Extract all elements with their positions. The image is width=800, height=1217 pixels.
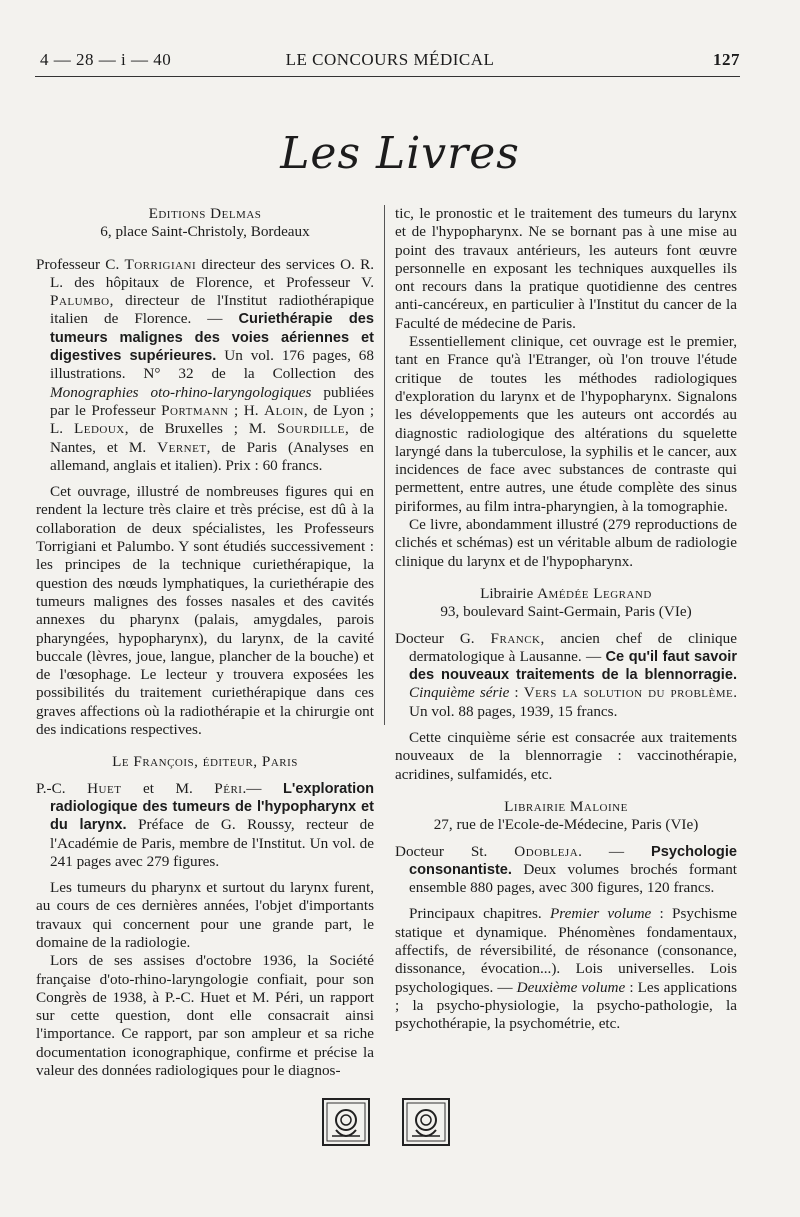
- author-huet: Huet: [87, 779, 122, 797]
- book-entry-blennorragie: Docteur G. Franck, ancien chef de clinique dermatologique à Lausanne. — Ce qu'il faut savoir des nouveaux traitements de la blennorragie. Cinquième série : Vers la solution du problème. Un vol. 88 pages, 1939, 15 francs.: [395, 629, 738, 720]
- page-number: 127: [713, 50, 740, 69]
- publisher-delmas: Editions Delmas: [148, 205, 262, 222]
- publisher-le-francois: Le François, éditeur, Paris: [112, 753, 298, 771]
- rose-ornament-icon: [402, 1098, 450, 1146]
- book-entry-curietherapie: Professeur C. Torrigiani directeur des services O. R. L. des hôpitaux de Florence, et Professeur V. Palumbo, directeur de l'Institut radiothérapique italien de Florence. — Curiethérapie des tumeurs malignes des voies aériennes et digestives supérieures. Un vol. 176 pages, 68 illustrations. N° 32 de la Collection des Monographies oto-rhino-laryngologiques publiées par le Professeur Portmann ; H. Aloin, de Lyon ; L. Ledoux, de Bruxelles ; M. Sourdille, de Nantes, et M. Vernet, de Paris (Analyses en allemand, anglais et italien). Prix : 60 francs.: [36, 255, 375, 474]
- author-franck: Franck: [490, 629, 541, 647]
- end-ornaments: [322, 1098, 452, 1158]
- book-entry-exploration: P.-C. Huet et M. Péri.— L'exploration radiologique des tumeurs de l'hypopharynx et du larynx. Préface de G. Roussy, recteur de l'Académie de Paris, membre de l'Institut. Un vol. de 241 pages avec 279 figures.: [36, 779, 375, 870]
- book-title-curietherapie: Curiethérapie des tumeurs malignes des voies aériennes et digestives supérieures.: [50, 311, 374, 365]
- rose-ornament-icon: [322, 1098, 370, 1146]
- publisher-maloine: Librairie Maloine: [504, 797, 628, 815]
- review-exploration-p4: Ce livre, abondamment illustré (279 reproductions de clichés et schémas) est un véritable album de radiologie clinique du larynx et de l'hypopharynx.: [395, 516, 737, 570]
- review-psychologie: Principaux chapitres. Premier volume : Psychisme statique et dynamique. Phénomènes fondamentaux, affectifs, de réversibilité, de résonance (consonance, dissonance, évocation...). Lois universelles. Lois psychologiques. — Deuxième volume : Les applications ; la psycho-physiologie, la psycho-pathologie, la psychothérapie, la psychométrie, etc.: [395, 905, 738, 1033]
- author-torrigiani: Torrigiani: [124, 255, 197, 273]
- review-curietherapie: Cet ouvrage, illustré de nombreuses figures qui en rendent la lecture très claire et très précise, est dû à la collaboration de deux spécialistes, les Professeurs Torrigiani et Palumbo. Y sont étudiés successivement : les principes de la technique curiethérapique, la question des nœuds lymphatiques, la curiethérapie des tumeurs malignes des fosses nasales et des cavités annexes du pharynx (palais, amygdales, parois pharyngées, hypopharynx), du larynx, de la cavité buccale (lèvres, joue, langue, plancher de la bouche) et de l'œsophage. Le lecteur y trouvera exposées les possibilités du traitement curiethérapique dans ces graves affections où la radiothérapie et la chirurgie ont des indications respectives.: [36, 483, 374, 739]
- author-peri: Péri: [214, 779, 243, 797]
- publisher-legrand-address: 93, boulevard Saint-Germain, Paris (VIe): [440, 603, 692, 621]
- collection-name: Monographies oto-rhino-laryngologiques: [50, 383, 312, 401]
- book-entry-psychologie: Docteur St. Odobleja. — Psychologie consonantiste. Deux volumes brochés formant ensemble 880 pages, avec 300 figures, 120 francs.: [395, 842, 738, 897]
- review-blennorragie: Cette cinquième série est consacrée aux traitements nouveaux de la blennorragie : vaccinothérapie, acridines, sulfamidés, etc.: [395, 729, 737, 783]
- author-palumbo: Palumbo: [50, 292, 110, 310]
- left-column: [36, 205, 374, 1080]
- review-exploration-p3: Essentiellement clinique, cet ouvrage est le premier, tant en France qu'à l'Etranger, où l'on trouve l'étude critique de toutes les méthodes radiologiques d'exploration du larynx et de l'hypopharynx. Signalons les développements que les auteurs ont accordés au diagnostic radiologique des altérations du squelette laryngé dans la tuberculose, la syphilis et le cancer, aux incidences de face avec substances de contraste qui permettent, entre autres, une étude complète des sinus piriformes, au film intra-pharyngien, à la tomographie.: [395, 333, 737, 515]
- publisher-maloine-address: 27, rue de l'Ecole-de-Médecine, Paris (VIe): [433, 816, 699, 834]
- publisher-legrand: Librairie Amédée Legrand: [480, 584, 652, 602]
- header-rule: [35, 76, 740, 77]
- book-title-exploration: L'exploration radiologique des tumeurs de l'hypopharynx et du larynx.: [50, 780, 375, 834]
- book-title-blennorragie: Ce qu'il faut savoir des nouveaux traitements de la blennorragie.: [409, 648, 738, 684]
- review-exploration-p1: Les tumeurs du pharynx et surtout du larynx furent, au cours de ces dernières années, l'objet d'importants travaux qui concernent pour une grande part, le domaine de la radiologie.: [36, 879, 374, 951]
- book-title-psychologie: Psychologie consonantiste.: [409, 843, 737, 878]
- right-column: [395, 205, 737, 1033]
- column-divider: [384, 205, 385, 725]
- review-exploration-p2-cont: tic, le pronostic et le traitement des tumeurs du larynx et de l'hypopharynx. Ne se bornant pas à une mise au point des travaux antérieurs, les auteurs font œuvre personnelle en exposant les techniques auxquelles ils ont recours dans la pratique quotidienne des centres anti-cancéreux, en particulier à l'Institut du cancer de la Faculté de médecine de Paris.: [395, 205, 737, 332]
- journal-title: LE CONCOURS MÉDICAL: [285, 50, 495, 69]
- review-exploration-p2: Lors de ses assises d'octobre 1936, la Société française d'oto-rhino-laryngologie confiait, pour son Congrès de 1938, à P.-C. Huet et M. Péri, un rapport sur cette question, dont elle consacrait ainsi l'importance. Ce rapport, par son ampleur et sa riche documentation iconographique, confirme et précise la valeur des données radiologiques pour le diagnos-: [36, 952, 374, 1080]
- publisher-delmas-address: 6, place Saint-Christoly, Bordeaux: [100, 223, 310, 241]
- section-title: Les Livres: [280, 128, 520, 179]
- running-head: [40, 50, 740, 72]
- issue-date: 4 — 28 — i — 40: [40, 50, 172, 69]
- author-odobleja: Odobleja: [514, 842, 579, 860]
